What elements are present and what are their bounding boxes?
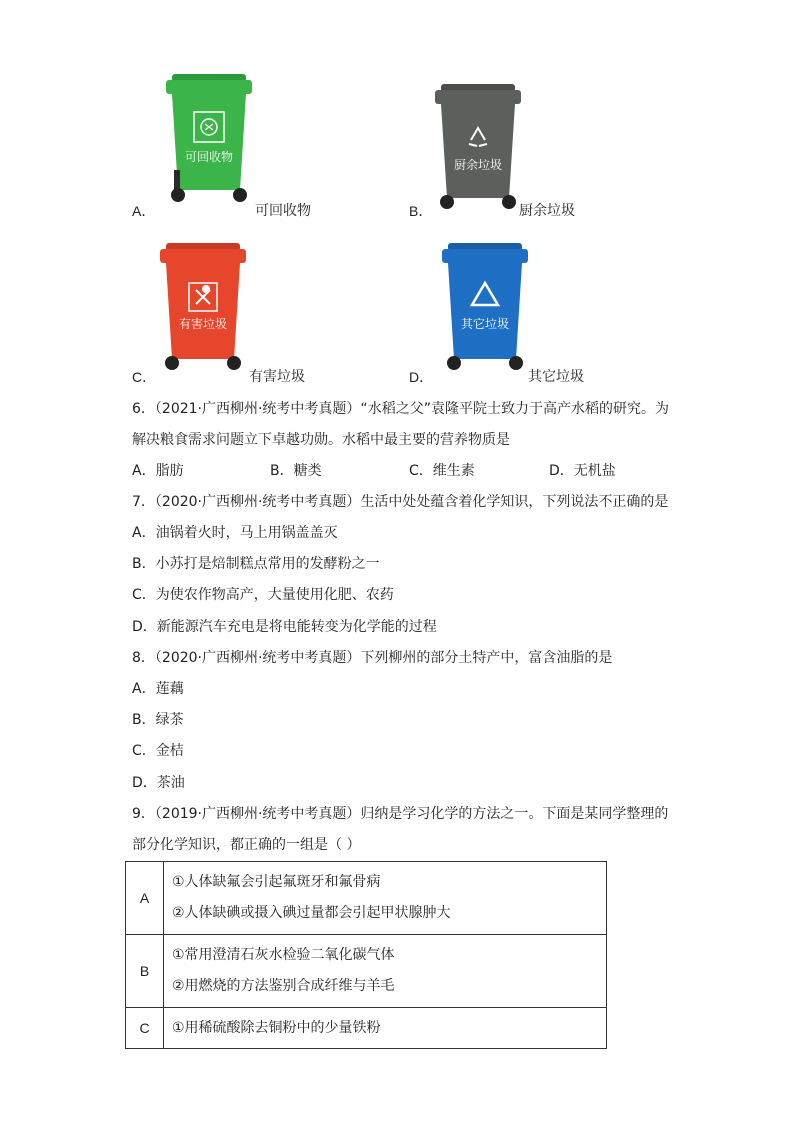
caption-d: 其它垃圾 [528, 369, 584, 385]
bin-label-c: 有害垃圾 [178, 317, 227, 331]
bin-image-c [158, 243, 248, 373]
bin-label-b: 厨余垃圾 [453, 158, 502, 172]
q8-option-b: B．绿茶 [132, 712, 184, 728]
option-letter-d: D． [409, 369, 434, 385]
bin-image-a [164, 72, 254, 204]
q9-table [125, 861, 607, 1049]
option-letter-c: C． [132, 369, 157, 385]
q6-stem-line1: 6．（2021·广西柳州·统考中考真题）“水稻之父”袁隆平院士致力于高产水稻的研究。为 [132, 401, 669, 417]
green-bin-shape [164, 72, 254, 204]
table-row-label: A [126, 862, 164, 935]
caption-c: 有害垃圾 [249, 369, 305, 385]
table-cell-item: ①用稀硫酸除去铜粉中的少量铁粉 [172, 1019, 381, 1036]
q6-option-a: A．脂肪 [132, 463, 184, 479]
option-letter-a: A． [132, 203, 156, 219]
q6-stem-line2: 解决粮食需求问题立下卓越功勋。水稻中最主要的营养物质是 [132, 432, 510, 448]
q7-option-c: C．为使农作物高产，大量使用化肥、农药 [132, 587, 394, 603]
gray-bin-shape [433, 84, 523, 212]
caption-a: 可回收物 [255, 203, 311, 219]
bin-image-d [440, 243, 530, 373]
q7-option-a: A．油锅着火时，马上用锅盖盖灭 [132, 525, 338, 541]
bin-label-d: 其它垃圾 [460, 317, 509, 331]
table-row [126, 1008, 607, 1049]
option-letter-b: B． [409, 203, 433, 219]
table-row-label: B [126, 935, 164, 1008]
q6-option-b: B．糖类 [270, 463, 322, 479]
red-bin-shape [158, 243, 248, 373]
q9-stem-line1: 9．（2019·广西柳州·统考中考真题）归纳是学习化学的方法之一。下面是某同学整理的 [132, 806, 669, 822]
q7-stem: 7．（2020·广西柳州·统考中考真题）生活中处处蕴含着化学知识，下列说法不正确的是 [132, 494, 669, 510]
table-cell-item: ①常用澄清石灰水检验二氧化碳气体 [172, 947, 395, 963]
bin-image-b [433, 84, 523, 212]
table-row-label: C [126, 1008, 164, 1049]
caption-b: 厨余垃圾 [519, 203, 575, 219]
q7-option-d: D．新能源汽车充电是将电能转变为化学能的过程 [132, 619, 437, 635]
bin-label-a: 可回收物 [184, 150, 233, 164]
blue-bin-shape [440, 243, 530, 373]
table-row [126, 862, 607, 935]
q8-option-d: D．茶油 [132, 775, 185, 791]
q6-option-c: C．维生素 [409, 463, 475, 479]
q9-stem-line2: 部分化学知识，都正确的一组是（ ） [132, 837, 361, 853]
table-row [126, 935, 607, 1008]
q8-option-c: C．金桔 [132, 743, 184, 759]
table-cell-item: ②用燃烧的方法鉴别合成纤维与羊毛 [172, 978, 395, 994]
q8-option-a: A．莲藕 [132, 681, 184, 697]
q7-option-b: B．小苏打是焙制糕点常用的发酵粉之一 [132, 556, 380, 572]
q8-stem: 8．（2020·广西柳州·统考中考真题）下列柳州的部分土特产中，富含油脂的是 [132, 650, 613, 666]
table-cell-item: ①人体缺氟会引起氟斑牙和氟骨病 [172, 874, 381, 890]
q6-option-d: D．无机盐 [549, 463, 616, 479]
table-cell-item: ②人体缺碘或摄入碘过量都会引起甲状腺肿大 [172, 905, 451, 921]
